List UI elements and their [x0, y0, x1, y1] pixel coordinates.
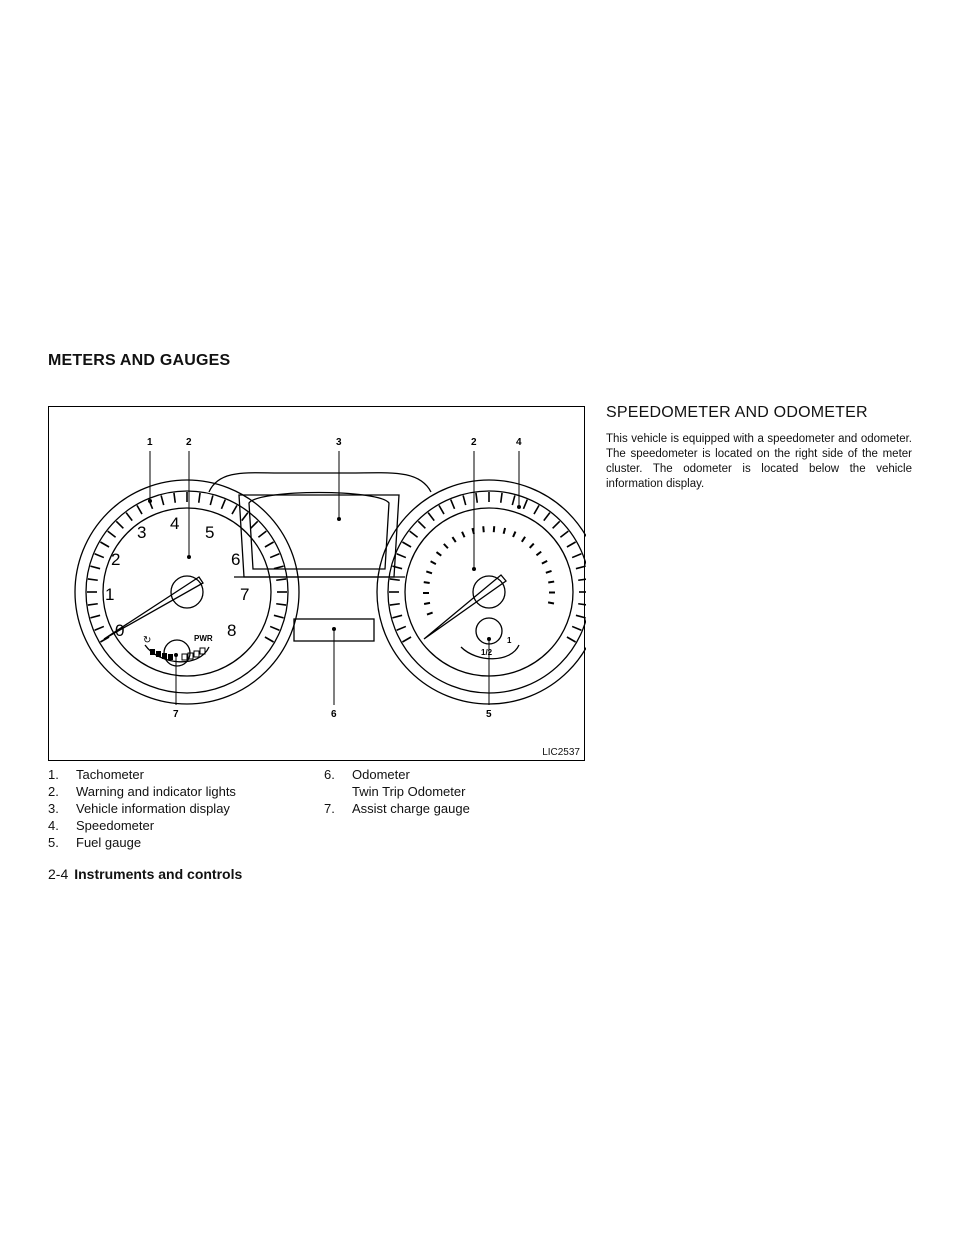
- tachometer-tick: [265, 637, 274, 642]
- legend-item: [48, 817, 308, 834]
- figure-code: LIC2537: [542, 747, 580, 758]
- legend-label: Speedometer: [76, 818, 155, 833]
- chapter-title: Instruments and controls: [74, 866, 243, 882]
- callout-6: 6: [331, 709, 337, 720]
- speedometer-tick: [572, 554, 581, 558]
- tach-digit-1: 1: [105, 585, 115, 604]
- tachometer-tick: [265, 542, 274, 547]
- speedometer-tick: [523, 500, 527, 509]
- speedometer-tick: [392, 566, 402, 569]
- tachometer-tick: [276, 604, 286, 605]
- speedometer-tick: [476, 493, 477, 503]
- speedometer-inner-tick: [522, 537, 525, 542]
- speedometer-inner-tick: [431, 561, 436, 564]
- legend-label: Vehicle information display: [76, 801, 230, 816]
- speedometer-inner-tick: [436, 552, 441, 556]
- tachometer-tick: [258, 531, 266, 537]
- speedometer-tick: [428, 513, 434, 521]
- tachometer-tick: [95, 626, 104, 630]
- tachometer-tick: [126, 513, 132, 521]
- speedometer-tick: [576, 615, 586, 618]
- tachometer-tick: [251, 521, 258, 528]
- speedometer-inner-ticks: [423, 526, 555, 614]
- tachometer-tick: [232, 505, 237, 514]
- legend-left: [48, 766, 308, 851]
- legend-num: 5.: [48, 835, 59, 850]
- speedometer-inner-tick: [444, 544, 448, 548]
- speedometer-tick: [576, 566, 586, 569]
- speedometer-tick: [567, 637, 576, 642]
- legend-label: Odometer: [352, 767, 410, 782]
- speedometer-tick: [451, 500, 455, 509]
- speedometer-inner-tick: [452, 537, 455, 542]
- speedometer-inner-tick: [542, 561, 547, 564]
- callout-2-left: 2: [186, 437, 192, 448]
- tachometer-tick: [270, 626, 279, 630]
- speedometer-tick: [397, 554, 406, 558]
- speedometer-tick: [560, 531, 568, 537]
- speedometer-tick: [512, 495, 515, 505]
- legend-item: [48, 800, 308, 817]
- tachometer-tick: [100, 542, 109, 547]
- legend-item: [324, 800, 584, 817]
- speedometer-tick: [572, 626, 581, 630]
- callout-5: 5: [486, 709, 492, 720]
- tachometer-tick: [95, 554, 104, 558]
- speedometer-tick-marks: [389, 492, 586, 642]
- tachometer-tick: [199, 493, 200, 503]
- legend-label: Tachometer: [76, 767, 144, 782]
- legend-num: 4.: [48, 818, 59, 833]
- tachometer-tick: [90, 615, 100, 618]
- speedometer-inner-tick: [427, 613, 433, 615]
- speedometer-tick: [402, 637, 411, 642]
- legend-item: [48, 834, 308, 851]
- speedometer-inner-tick: [483, 526, 484, 532]
- callout-1: 1: [147, 437, 153, 448]
- legend-item: [48, 783, 308, 800]
- speedometer-inner-tick: [462, 532, 464, 537]
- legend-label: Assist charge gauge: [352, 801, 470, 816]
- speedometer-tick: [390, 579, 400, 580]
- fuel-full-label: 1: [507, 636, 512, 645]
- tach-digit-2: 2: [111, 550, 121, 569]
- legend-label: Warning and indicator lights: [76, 784, 236, 799]
- speedometer-inner-tick: [536, 552, 541, 556]
- speedometer-heading: SPEEDOMETER AND ODOMETER: [606, 404, 868, 421]
- legend-sub-item: Twin Trip Odometer: [352, 784, 466, 799]
- tachometer-tick: [270, 554, 279, 558]
- pwr-label: PWR: [194, 634, 213, 643]
- tachometer-tick: [174, 493, 175, 503]
- tach-digit-4: 4: [170, 514, 180, 533]
- center-display-hood: [209, 473, 431, 492]
- speedometer-inner-tick: [424, 603, 430, 604]
- speedometer-inner-tick: [548, 582, 554, 583]
- eco-icon: ↻: [143, 635, 152, 646]
- callout-4: 4: [516, 437, 522, 448]
- legend-item: [324, 766, 584, 783]
- speedometer-description: This vehicle is equipped with a speedometer and odometer. The speedometer is located on the right side of the meter cluster. The odometer is located below the vehicle information display.: [606, 433, 912, 490]
- tachometer-tick: [221, 500, 225, 509]
- speedometer-inner-tick: [504, 528, 505, 534]
- tachometer-tick: [274, 566, 284, 569]
- speedometer-tick: [578, 604, 586, 605]
- instrument-cluster-figure: [48, 406, 585, 761]
- speedometer-tick: [578, 579, 586, 580]
- tach-digit-5: 5: [205, 523, 215, 542]
- speedometer-inner-tick: [546, 571, 552, 573]
- tachometer-tick: [161, 495, 164, 505]
- speedometer-tick: [544, 513, 550, 521]
- section-title: METERS AND GAUGES: [48, 352, 231, 369]
- speedometer-tick: [418, 521, 425, 528]
- speedometer-tick: [553, 521, 560, 528]
- legend-num: 7.: [324, 801, 335, 816]
- speedometer-hub: [473, 576, 505, 608]
- tachometer-tick: [210, 495, 213, 505]
- speedometer-inner-tick: [548, 602, 554, 603]
- callout-2-right: 2: [471, 437, 477, 448]
- tach-digit-6: 6: [231, 550, 241, 569]
- speedometer-tick: [410, 531, 418, 537]
- legend-num: 1.: [48, 767, 59, 782]
- callout-7: 7: [173, 709, 179, 720]
- legend-num: 2.: [48, 784, 59, 799]
- speedometer-inner-tick: [426, 571, 432, 573]
- legend-num: 6.: [324, 767, 335, 782]
- callout-3: 3: [336, 437, 342, 448]
- tachometer-tick: [137, 505, 142, 514]
- speedometer-tick: [463, 495, 466, 505]
- speedometer-tick: [567, 542, 576, 547]
- legend-item: [48, 766, 308, 783]
- tachometer-tick: [276, 579, 286, 580]
- instrument-cluster-illustration: [49, 407, 586, 762]
- speedometer-tick: [534, 505, 539, 514]
- speedometer-tick: [390, 604, 400, 605]
- legend-num: 3.: [48, 801, 59, 816]
- tachometer-tick: [242, 513, 248, 521]
- tachometer-tick: [88, 579, 98, 580]
- speedometer-inner-tick: [424, 582, 430, 583]
- speedometer-inner-tick: [513, 532, 515, 537]
- tachometer-tick: [274, 615, 284, 618]
- tachometer-tick: [108, 531, 116, 537]
- tachometer-tick: [88, 604, 98, 605]
- page-number: 2-4: [48, 866, 69, 882]
- speedometer-tick: [392, 615, 402, 618]
- speedometer-tick: [439, 505, 444, 514]
- tach-digit-3: 3: [137, 523, 147, 542]
- tachometer-tick: [116, 521, 123, 528]
- speedometer-tick: [402, 542, 411, 547]
- legend-right: [324, 766, 584, 817]
- speedometer-inner-tick: [530, 544, 534, 548]
- fuel-half-label: 1/2: [481, 648, 493, 657]
- legend-label: Fuel gauge: [76, 835, 142, 850]
- tach-digit-7: 7: [240, 585, 250, 604]
- tach-digit-8: 8: [227, 621, 237, 640]
- speedometer-tick: [501, 493, 502, 503]
- speedometer-tick: [397, 626, 406, 630]
- center-display-frame: [239, 495, 399, 577]
- tachometer-tick: [90, 566, 100, 569]
- page-footer: [48, 866, 242, 882]
- tach-digit-0: 0: [115, 621, 125, 640]
